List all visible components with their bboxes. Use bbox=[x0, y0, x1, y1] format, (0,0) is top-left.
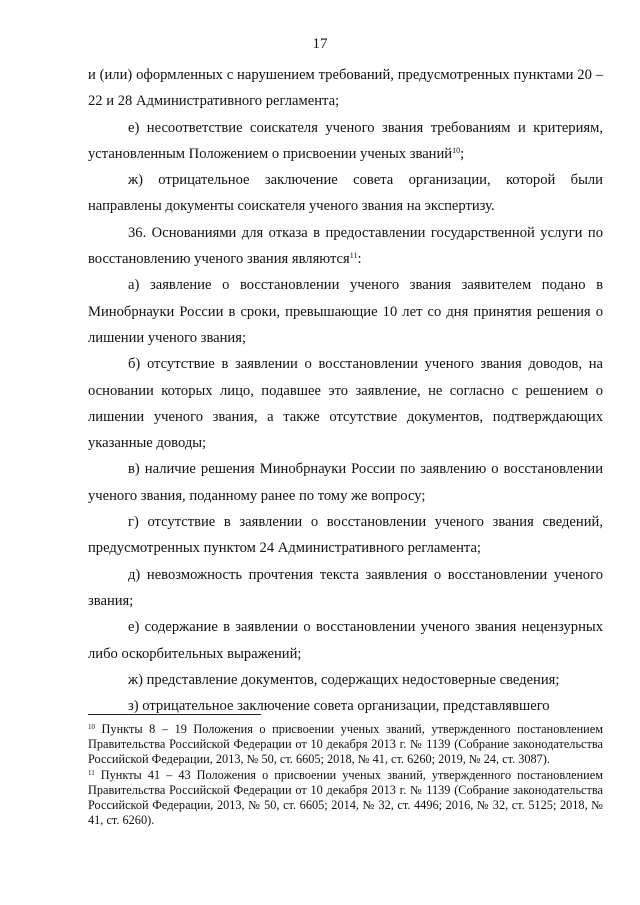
paragraph-item-e2: е) содержание в заявлении о восстановлении ученого звания нецензурных либо оскорбительных выражений; bbox=[88, 619, 603, 662]
paragraph-continuation: и (или) оформленных с нарушением требований, предусмотренных пунктами 20 – 22 и 28 Административного регламента; bbox=[88, 67, 603, 110]
footnote-text: Пункты 41 – 43 Положения о присвоении ученых званий, утвержденного постановлением Правительства Российской Федерации от 10 декабря 2013 г. № 1139 (Собрание законодательства Российской Федерации, 2013, № 50, ст. 6605; 2014, № 32, ст. 4496; 2016, № 32, ст. 5125; 2018, № 41, ст. 6260). bbox=[88, 767, 603, 828]
paragraph-item-z: з) отрицательное заключение совета организации, представлявшего bbox=[128, 698, 550, 715]
paragraph-item-zh: ж) отрицательное заключение совета организации, которой были направлены документы соискателя ученого звания на экспертизу. bbox=[88, 172, 603, 215]
footnote-11 bbox=[88, 768, 603, 829]
footnote-ref-11[interactable]: 11 bbox=[349, 251, 358, 261]
paragraph-item-g: г) отсутствие в заявлении о восстановлении ученого звания сведений, предусмотренных пунктом 24 Административного регламента; bbox=[88, 514, 603, 557]
paragraph-item-b: б) отсутствие в заявлении о восстановлении ученого звания доводов, на основании которых лицо, подавшее это заявление, не согласно с решением о лишении ученого звания, а также отсутствие документов, подтверждающих указанные доводы; bbox=[88, 356, 603, 452]
footnote-10 bbox=[88, 722, 603, 768]
body-text bbox=[88, 62, 603, 719]
paragraph-item-a: а) заявление о восстановлении ученого звания заявителем подано в Минобрнауки России в сроки, превышающие 10 лет со дня принятия решения о лишении ученого звания; bbox=[88, 277, 603, 346]
footnote-text: Пункты 8 – 19 Положения о присвоении ученых званий, утвержденного постановлением Правительства Российской Федерации от 10 декабря 2013 г. № 1139 (Собрание законодательства Российской Федерации, 2013, № 50, ст. 6605; 2018, № 41, ст. 6260; 2019, № 24, ст. 3087). bbox=[88, 722, 603, 767]
footnote-number: 11 bbox=[88, 768, 95, 777]
paragraph-36: 36. Основаниями для отказа в предоставлении государственной услуги по восстановлению ученого звания являются$^{11}$: bbox=[88, 224, 603, 268]
footnotes bbox=[88, 722, 603, 828]
paragraph-item-zh2: ж) представление документов, содержащих недостоверные сведения; bbox=[128, 671, 560, 688]
footnote-number: 10 bbox=[88, 723, 95, 731]
page-number: 17 bbox=[312, 36, 328, 52]
paragraph-item-e: е) несоответствие соискателя ученого звания требованиям и критериям, установленным Положением о присвоении ученых званий$^{10}$; bbox=[88, 119, 603, 162]
paragraph-item-v: в) наличие решения Минобрнауки России по заявлению о восстановлении ученого звания, поданному ранее по тому же вопросу; bbox=[88, 461, 603, 504]
paragraph-item-d: д) невозможность прочтения текста заявления о восстановлении ученого звания; bbox=[88, 566, 603, 609]
footnote-divider bbox=[88, 714, 261, 715]
footnote-ref-10[interactable]: 10 bbox=[452, 145, 461, 155]
